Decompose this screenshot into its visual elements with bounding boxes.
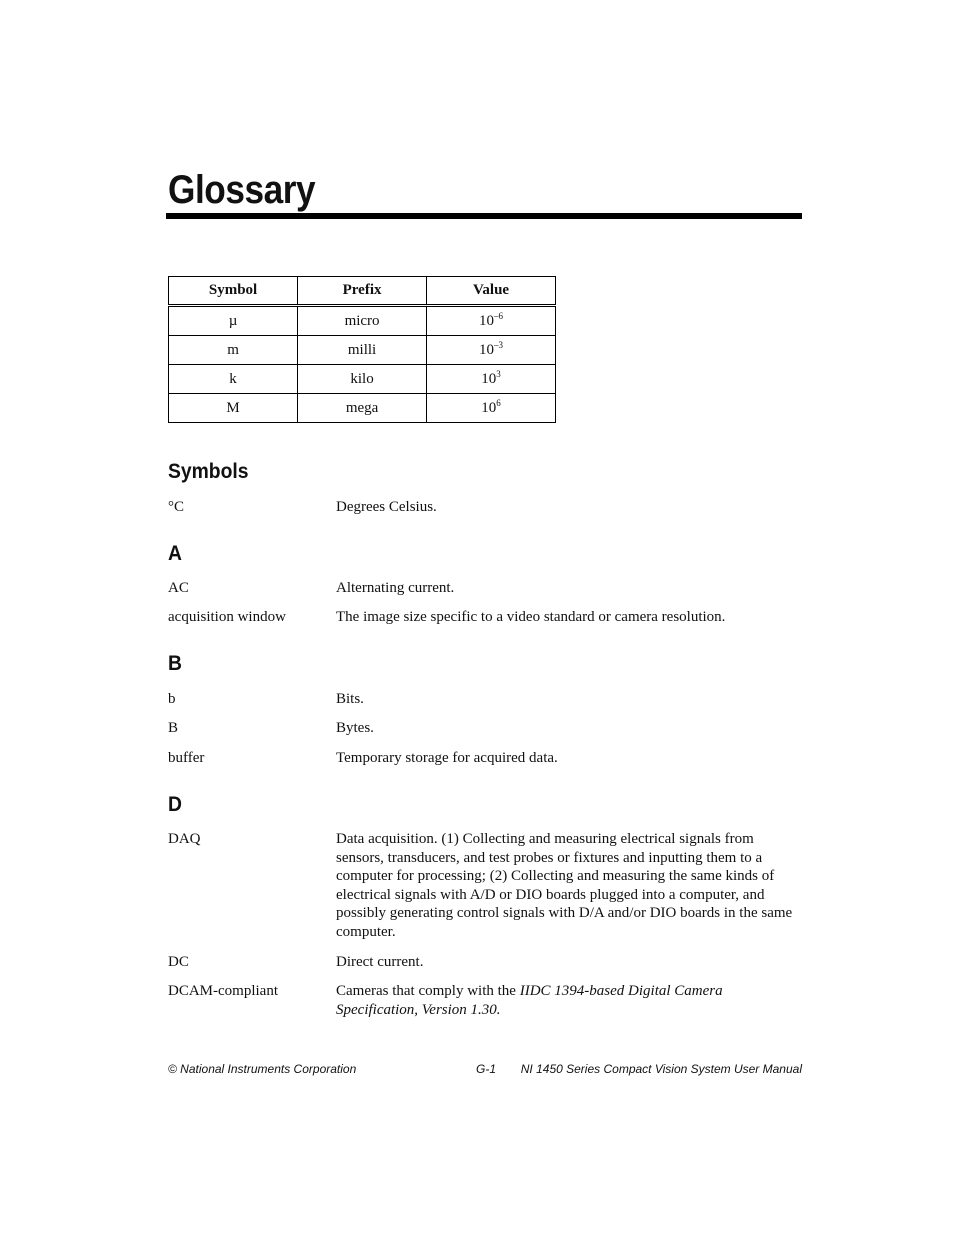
section-heading-b: B xyxy=(168,652,182,675)
value-base: 10 xyxy=(481,399,497,416)
value-base: 10 xyxy=(479,312,495,329)
symbol-cell: M xyxy=(169,394,298,423)
glossary-definition: The image size specific to a video standard or camera resolution. xyxy=(336,609,726,625)
value-base: 10 xyxy=(479,341,495,358)
page-title: Glossary xyxy=(168,168,316,212)
title-rule xyxy=(166,213,802,219)
page-footer xyxy=(168,1062,802,1078)
table-header-cell: Value xyxy=(427,277,556,306)
table-header-row xyxy=(169,277,556,306)
table-header-cell: Symbol xyxy=(169,277,298,306)
table-row xyxy=(169,336,556,365)
glossary-definition xyxy=(336,982,796,1019)
value-cell xyxy=(427,394,556,423)
glossary-term: DCAM-compliant xyxy=(168,983,278,999)
glossary-definition: Bits. xyxy=(336,691,364,707)
symbol-cell: µ xyxy=(169,306,298,336)
glossary-definition: Alternating current. xyxy=(336,580,455,596)
value-cell xyxy=(427,365,556,394)
section-heading-d: D xyxy=(168,793,182,816)
symbol-cell: m xyxy=(169,336,298,365)
value-exponent: –3 xyxy=(494,339,504,350)
prefix-cell: kilo xyxy=(298,365,427,394)
footer-page-number: G-1 xyxy=(476,1062,497,1076)
glossary-term: buffer xyxy=(168,750,205,766)
value-exponent: 6 xyxy=(496,397,501,408)
table-row xyxy=(169,365,556,394)
table-row xyxy=(169,394,556,423)
table-row xyxy=(169,306,556,336)
table-header-cell: Prefix xyxy=(298,277,427,306)
section-heading-symbols: Symbols xyxy=(168,460,249,483)
prefix-cell: micro xyxy=(298,306,427,336)
glossary-term: °C xyxy=(168,499,185,515)
value-base: 10 xyxy=(481,370,497,387)
section-heading-a: A xyxy=(168,542,182,565)
footer-copyright: © National Instruments Corporation xyxy=(168,1062,357,1076)
glossary-term: AC xyxy=(168,580,189,596)
glossary-term: b xyxy=(168,691,176,707)
symbol-cell: k xyxy=(169,365,298,394)
glossary-definition: Degrees Celsius. xyxy=(336,499,437,515)
value-exponent: –6 xyxy=(494,310,504,321)
glossary-term: B xyxy=(168,720,179,736)
value-cell xyxy=(427,306,556,336)
definition-italic-citation: IIDC 1394-based Digital Camera Specification, Version 1.30. xyxy=(336,983,723,1018)
prefix-cell: mega xyxy=(298,394,427,423)
value-cell xyxy=(427,336,556,365)
glossary-definition: Direct current. xyxy=(336,954,424,970)
prefix-cell: milli xyxy=(298,336,427,365)
glossary-definition: Temporary storage for acquired data. xyxy=(336,750,558,766)
glossary-definition: Bytes. xyxy=(336,720,374,736)
glossary-term: DAQ xyxy=(168,831,201,847)
glossary-term: DC xyxy=(168,954,189,970)
prefix-table xyxy=(168,276,556,423)
glossary-term: acquisition window xyxy=(168,609,286,625)
definition-text: Cameras that comply with the xyxy=(336,983,520,999)
value-exponent: 3 xyxy=(496,368,501,379)
glossary-definition: Data acquisition. (1) Collecting and measuring electrical signals from sensors, transducers, and test probes or fixtures and inputting them to a computer for processing; (2) Collecting and measuring the same kinds of electrical signals with A/D or DIO boards plugged into a computer, and possibly generating control signals with D/A and/or DIO boards in the same computer. xyxy=(336,831,793,940)
footer-manual-title: NI 1450 Series Compact Vision System User Manual xyxy=(520,1062,802,1076)
